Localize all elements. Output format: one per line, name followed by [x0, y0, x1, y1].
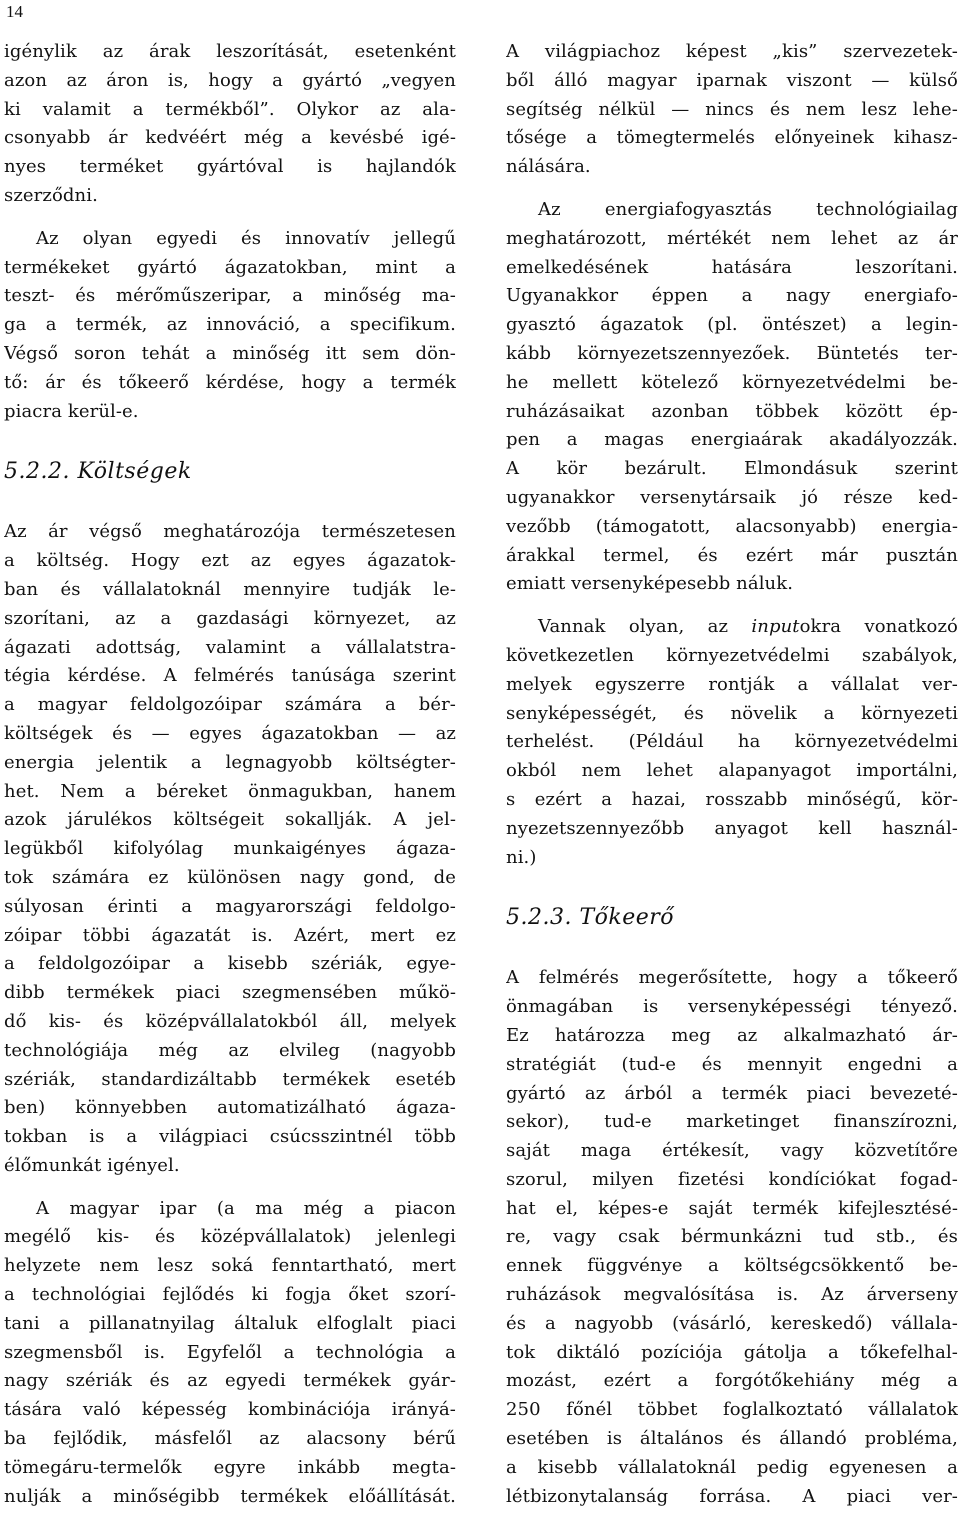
text-line: 250 főnél többet foglalkoztató vállalatok	[506, 1399, 958, 1421]
page-number: 14	[6, 2, 23, 21]
text-line: tő: ár és tőkeerő kérdése, hogy a termék	[4, 371, 456, 393]
text-line: igénylik az árak leszorítását, esetenként	[4, 41, 456, 62]
paragraph	[4, 225, 456, 427]
text-line: legükből kifolyólag munkaigényes ágaza-	[4, 838, 456, 860]
text-line: ennek függvénye a költségcsökkentő be-	[506, 1255, 958, 1277]
text-line: segítség nélkül — nincs és nem lesz lehe-	[506, 98, 958, 120]
text-line: Ez határozza meg az alkalmazható ár-	[506, 1024, 958, 1046]
text-line: dő kis- és középvállalatokból áll, melyek	[4, 1010, 456, 1032]
text-line: gyártó az árból a termék piaci bevezeté-	[506, 1082, 958, 1104]
text-line: he mellett kötelező környezetvédelmi be-	[506, 371, 958, 393]
paragraph	[506, 964, 958, 1511]
text-line: esetében is általános és állandó probléma,	[506, 1428, 958, 1450]
text-line: ruházásaikat azonban többek között ép-	[506, 400, 958, 422]
text-line: A kör bezárult. Elmondásuk szerint	[506, 458, 958, 480]
text-line: teszt- és mérőműszeripar, a minőség ma-	[4, 285, 456, 307]
text-line: stratégiát (tud-e és mennyit engedni a	[506, 1053, 958, 1075]
text-line: önmagában is versenyképességi tényező.	[506, 996, 958, 1018]
text-line: Ugyanakkor éppen a nagy energiafo-	[506, 285, 958, 307]
text-line: a magyar feldolgozóipar számára a bér-	[4, 694, 456, 716]
text-line: sekor), tud-e marketinget finanszírozni,	[506, 1111, 958, 1133]
text-line: és a nagyobb (vásárló, kereskedő) vállala-	[506, 1312, 958, 1334]
text-line: költségek és — egyes ágazatokban — az	[4, 722, 456, 744]
text-line: szorul, milyen fizetési kondíciókat fogad-	[506, 1168, 958, 1190]
text-line: tok számára ez különösen nagy gond, de	[4, 866, 456, 888]
text-line: a költség. Hogy ezt az egyes ágazatok-	[4, 550, 456, 572]
text-line: tősége a tömegtermelés előnyeinek kihasz-	[506, 127, 958, 149]
text-line: ki valamit a termékből”. Olykor az ala-	[4, 98, 456, 120]
text-line: saját maga értékesít, vagy közvetítőre	[506, 1140, 958, 1162]
text-line: nyezetszennyezőbb anyagot kell használ-	[506, 817, 958, 839]
text-line: tokban is a világpiaci csúcsszintnél több	[4, 1126, 456, 1148]
text-line: ágazati adottság, valamint a vállalatstra-	[4, 636, 456, 658]
text-line: ga a termék, az innováció, a specifikum.	[4, 314, 456, 336]
text-line: ben) könnyebben automatizálható ágaza-	[4, 1097, 456, 1119]
text-line: megélő kis- és középvállalatok) jelenlegi	[4, 1226, 456, 1248]
text-line: a kisebb vállalatoknál pedig egyenesen a	[506, 1456, 958, 1478]
text-line: súlyosan érinti a magyarországi feldolgo-	[4, 895, 456, 917]
text-line: technológiája még az elvileg (nagyobb	[4, 1039, 456, 1061]
text-line: vezőbb (támogatott, alacsonyabb) energia-	[506, 515, 958, 537]
text-line: ban és vállalatoknál mennyire tudják le-	[4, 578, 456, 600]
text-line: azon az áron is, hogy a gyártó „vegyen	[4, 69, 456, 91]
text-line: nálására.	[506, 156, 591, 178]
text-line	[506, 613, 958, 642]
text-line: tani a pillanatnyilag általuk elfoglalt piaci	[4, 1312, 456, 1334]
text-line: tömegáru-termelők egyre inkább megta-	[4, 1456, 456, 1478]
text-line: A világpiachoz képest „kis” szervezetek-	[506, 41, 958, 62]
text-line: pen a magas energiaárak akadályozzák.	[506, 429, 958, 451]
paragraph	[4, 38, 456, 211]
text-line: s ezért a hazai, rosszabb minőségű, kör-	[506, 788, 958, 810]
text-line: tására való képesség kombinációja irányá-	[4, 1399, 456, 1421]
text-line: hat el, képes-e saját termék kifejlesztésé-	[506, 1197, 958, 1219]
text-line: tégia kérdése. A felmérés tanúsága szerint	[4, 665, 456, 687]
text-line: melyek egyszerre rontják a vállalat ver-	[506, 673, 958, 695]
text-line: kább környezetszennyezőek. Büntetés ter-	[506, 342, 958, 364]
text-line: a feldolgozóipar a kisebb szériák, egye-	[4, 953, 456, 975]
text-line: következetlen környezetvédelmi szabályok,	[506, 644, 958, 666]
text-line: a technológiai fejlődés ki fogja őket szorí-	[4, 1284, 456, 1306]
text-line: ruházások megvalósítása is. Az árverseny	[506, 1284, 958, 1306]
italic-term: input	[751, 616, 800, 638]
text-line: energia jelentik a legnagyobb költségter-	[4, 751, 456, 773]
left-column	[4, 38, 456, 1511]
paragraph	[506, 196, 958, 599]
text-line: szegmensből is. Egyfelől a technológia a	[4, 1341, 456, 1363]
text-line: Az energiafogyasztás technológiailag	[538, 198, 958, 220]
text-line: tok diktáló pozíciója gátolja a tőkefelhal-	[506, 1341, 958, 1363]
text-line: meghatározott, mértékét nem lehet az ár	[506, 227, 958, 249]
text-line: azok járulékos költségeit sokallják. A jel-	[4, 809, 456, 831]
text-line: Az ár végső meghatározója természetesen	[4, 521, 456, 543]
text-line: Az olyan egyedi és innovatív jellegű	[36, 227, 456, 249]
text-line: het. Nem a béreket önmagukban, hanem	[4, 780, 456, 802]
section-heading: 5.2.3. Tőkeerő	[506, 905, 675, 931]
text-line: emiatt versenyképesebb náluk.	[506, 573, 794, 595]
text-line: szorítani, az a gazdasági környezet, az	[4, 607, 456, 629]
text-line: Végső soron tehát a minőség itt sem dön-	[4, 342, 456, 364]
text-line: helyzete nem lesz soká fenntartható, mert	[4, 1255, 456, 1277]
text-line: senyképességét, és növelik a környezeti	[506, 702, 958, 724]
text-line: csonyabb ár kedvéért még a kevésbé igé-	[4, 127, 456, 149]
text-line: ni.)	[506, 846, 537, 868]
text-line: ből álló magyar iparnak viszont — külső	[506, 69, 958, 91]
text-line: nagy szériák és az egyedi termékek gyár-	[4, 1370, 456, 1392]
text-run: okra vonatkozó	[799, 616, 958, 638]
text-line: szerződni.	[4, 184, 98, 206]
text-line: okból nem lehet alapanyagot importálni,	[506, 760, 958, 782]
text-line: piacra kerül-e.	[4, 400, 139, 422]
text-line: élőmunkát igényel.	[4, 1154, 180, 1176]
text-line: A magyar ipar (a ma még a piacon	[36, 1197, 456, 1219]
text-line: nulják a minőségibb termékek előállítását.	[4, 1485, 456, 1507]
text-line: nyes terméket gyártóval is hajlandók	[4, 156, 456, 178]
text-line: re, vagy csak bérmunkázni tud stb., és	[506, 1226, 958, 1248]
text-line: szériák, standardizáltabb termékek esetéb	[4, 1068, 456, 1090]
text-line: dibb termékek piaci szegmensében műkö-	[4, 982, 456, 1004]
text-line: ugyanakkor versenytársaik jó része ked-	[506, 486, 958, 508]
paragraph	[4, 518, 456, 1180]
paragraph	[4, 1195, 456, 1512]
paragraph	[506, 38, 958, 182]
paragraph	[506, 613, 958, 872]
text-line: árakkal termel, és ezért már pusztán	[506, 544, 958, 566]
text-run: Vannak olyan, az	[538, 616, 752, 638]
text-line: termékeket gyártó ágazatokban, mint a	[4, 256, 456, 278]
text-line: gyasztó ágazatok (pl. öntészet) a legin-	[506, 314, 958, 336]
text-line: mozást, ezért a forgótőkehiány még a	[506, 1370, 958, 1392]
right-column	[506, 38, 958, 1511]
text-line: terhelést. (Például ha környezetvédelmi	[506, 731, 958, 753]
text-line: ba fejlődik, másfelől az alacsony bérű	[4, 1428, 456, 1450]
text-line: létbizonytalanság forrása. A piaci ver-	[506, 1485, 958, 1507]
section-heading: 5.2.2. Költségek	[4, 459, 192, 485]
text-line: emelkedésének hatására leszorítani.	[506, 256, 958, 278]
text-line: A felmérés megerősítette, hogy a tőkeerő	[506, 967, 958, 989]
text-line: zóipar többi ágazatát is. Azért, mert ez	[4, 924, 456, 946]
